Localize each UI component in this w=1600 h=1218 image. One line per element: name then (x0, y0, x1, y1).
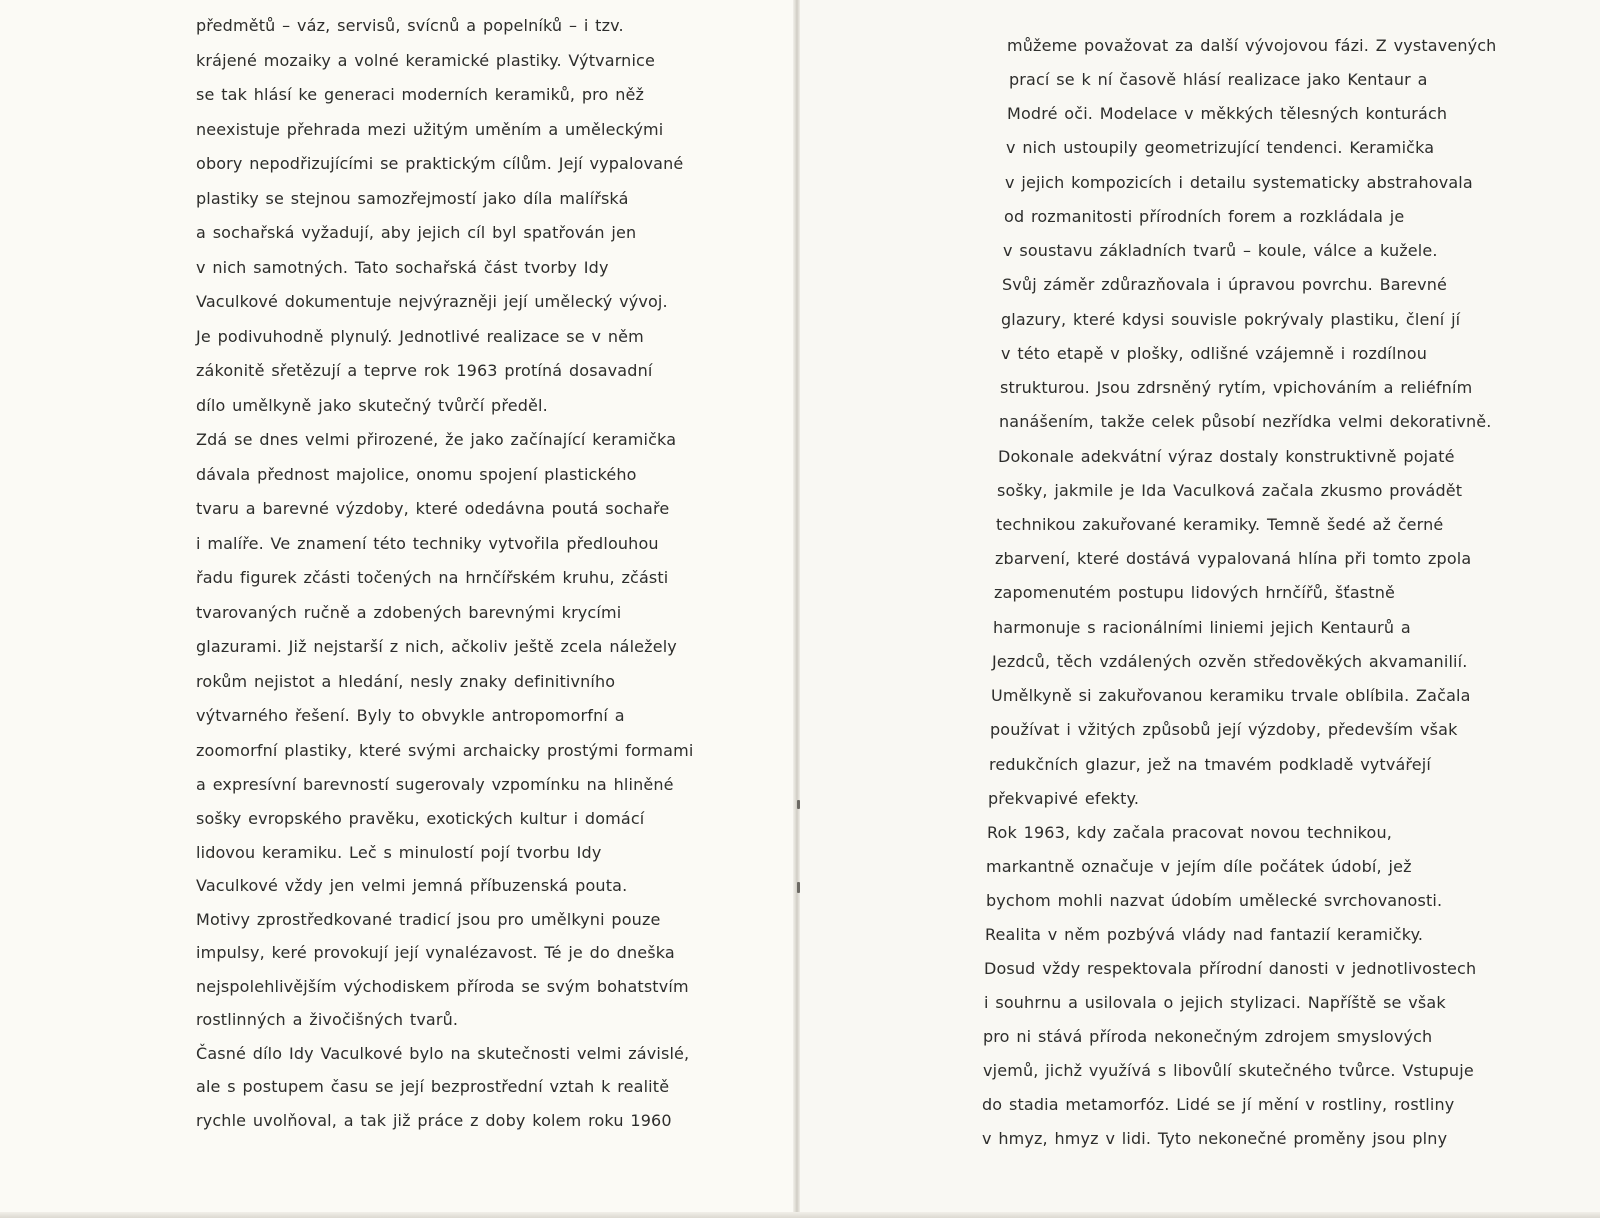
right-text-line: do stadia metamorfóz. Lidé se jí mění v rostliny, rostliny (982, 1095, 1455, 1114)
paper-bottom-edge (0, 1212, 1600, 1218)
right-text-line: od rozmanitosti přírodních forem a rozkládala je (1004, 207, 1405, 226)
left-text-line: Časné dílo Idy Vaculkové bylo na skutečnosti velmi závislé, (196, 1044, 690, 1063)
gutter-mark (797, 800, 800, 809)
right-text-line: v soustavu základních tvarů – koule, válce a kužele. (1003, 241, 1438, 260)
left-text-line: řadu figurek zčásti točených na hrnčířském kruhu, zčásti (196, 568, 669, 587)
right-text-line: sošky, jakmile je Ida Vaculková začala zkusmo provádět (997, 481, 1463, 500)
right-text-line: Modré oči. Modelace v měkkých tělesných konturách (1007, 104, 1448, 123)
right-text-line: v hmyz, hmyz v lidi. Tyto nekonečné proměny jsou plny (982, 1129, 1448, 1148)
right-text-line: Svůj záměr zdůrazňovala i úpravou povrchu. Barevné (1002, 275, 1447, 294)
left-text-line: Je podivuhodně plynulý. Jednotlivé realizace se v něm (196, 327, 644, 346)
left-text-line: Vaculkové vždy jen velmi jemná příbuzenská pouta. (196, 876, 628, 895)
right-text-line: zapomenutém postupu lidových hrnčířů, šťastně (994, 583, 1395, 602)
left-text-line: plastiky se stejnou samozřejmostí jako díla malířská (196, 189, 629, 208)
right-text-line: nanášením, takže celek působí nezřídka velmi dekorativně. (999, 412, 1492, 431)
right-text-line: Rok 1963, kdy začala pracovat novou technikou, (987, 823, 1392, 842)
right-text-line: používat i vžitých způsobů její výzdoby, především však (990, 720, 1458, 739)
right-text-line: prací se k ní časově hlásí realizace jako Kentaur a (1009, 70, 1428, 89)
right-text-line: vjemů, jichž využívá s libovůlí skutečného tvůrce. Vstupuje (983, 1061, 1474, 1080)
right-text-line: Jezdců, těch vzdálených ozvěn středověkých akvamanilií. (992, 652, 1468, 671)
left-text-line: rychle uvolňoval, a tak již práce z doby kolem roku 1960 (196, 1111, 672, 1130)
left-text-line: lidovou keramiku. Leč s minulostí pojí tvorbu Idy (196, 843, 602, 862)
left-text-line: a sochařská vyžadují, aby jejich cíl byl spatřován jen (196, 223, 637, 242)
left-text-line: se tak hlásí ke generaci moderních keramiků, pro něž (196, 85, 645, 104)
right-text-line: Dokonale adekvátní výraz dostaly konstruktivně pojaté (998, 447, 1455, 466)
left-text-line: zákonitě sřetězují a teprve rok 1963 protíná dosavadní (196, 361, 653, 380)
left-text-line: rokům nejistot a hledání, nesly znaky definitivního (196, 672, 616, 691)
left-text-line: dílo umělkyně jako skutečný tvůrčí předěl. (196, 396, 548, 415)
left-text-line: tvaru a barevné výzdoby, které odedávna poutá sochaře (196, 499, 670, 518)
right-page (796, 0, 1600, 1218)
left-text-line: zoomorfní plastiky, které svými archaicky prostými formami (196, 741, 694, 760)
book-gutter (793, 0, 800, 1218)
right-text-line: redukčních glazur, jež na tmavém podkladě vytvářejí (989, 755, 1431, 774)
right-text-line: v této etapě v plošky, odlišné vzájemně i rozdílnou (1001, 344, 1428, 363)
left-text-line: neexistuje přehrada mezi užitým uměním a uměleckými (196, 120, 664, 139)
left-text-line: Zdá se dnes velmi přirozené, že jako začínající keramička (196, 430, 677, 449)
left-page (0, 0, 796, 1218)
right-text-line: můžeme považovat za další vývojovou fázi. Z vystavených (1007, 36, 1497, 55)
right-text-line: Dosud vždy respektovala přírodní danosti v jednotlivostech (984, 959, 1477, 978)
right-text-line: strukturou. Jsou zdrsněný rytím, vpichováním a reliéfním (1000, 378, 1473, 397)
left-text-line: předmětů – váz, servisů, svícnů a popelníků – i tzv. (196, 16, 624, 35)
left-text-line: v nich samotných. Tato sochařská část tvorby Idy (196, 258, 609, 277)
right-text-line: v jejich kompozicích i detailu systematicky abstrahovala (1005, 173, 1473, 192)
right-text-line: pro ni stává příroda nekonečným zdrojem smyslových (983, 1027, 1433, 1046)
left-text-line: Vaculkové dokumentuje nejvýrazněji její umělecký vývoj. (196, 292, 668, 311)
left-text-line: Motivy zprostředkované tradicí jsou pro umělkyni pouze (196, 910, 661, 929)
gutter-mark (797, 882, 800, 893)
left-text-line: sošky evropského pravěku, exotických kultur i domácí (196, 809, 645, 828)
right-text-line: bychom mohli nazvat údobím umělecké svrchovanosti. (986, 891, 1443, 910)
left-text-line: výtvarného řešení. Byly to obvykle antropomorfní a (196, 706, 625, 725)
left-text-line: krájené mozaiky a volné keramické plastiky. Výtvarnice (196, 51, 655, 70)
right-text-line: zbarvení, které dostává vypalovaná hlína při tomto zpola (995, 549, 1472, 568)
left-text-line: impulsy, keré provokují její vynalézavost. Té je do dneška (196, 943, 675, 962)
left-text-line: a expresívní barevností sugerovaly vzpomínku na hliněné (196, 775, 674, 794)
left-text-line: glazurami. Již nejstarší z nich, ačkoliv ještě zcela náležely (196, 637, 677, 656)
left-text-line: i malíře. Ve znamení této techniky vytvořila předlouhou (196, 534, 659, 553)
right-text-line: i souhrnu a usilovala o jejich stylizaci. Napříště se však (984, 993, 1446, 1012)
left-text-line: nejspolehlivějším východiskem příroda se svým bohatstvím (196, 977, 689, 996)
right-text-line: Realita v něm pozbývá vlády nad fantazií keramičky. (985, 925, 1424, 944)
right-text-line: technikou zakuřované keramiky. Temně šedé až černé (996, 515, 1444, 534)
right-text-line: Umělkyně si zakuřovanou keramiku trvale oblíbila. Začala (991, 686, 1471, 705)
left-text-line: tvarovaných ručně a zdobených barevnými krycími (196, 603, 622, 622)
right-text-line: harmonuje s racionálními liniemi jejich Kentaurů a (993, 618, 1411, 637)
right-text-line: glazury, které kdysi souvisle pokrývaly plastiku, člení jí (1001, 310, 1461, 329)
right-text-line: překvapivé efekty. (988, 789, 1140, 808)
right-text-line: v nich ustoupily geometrizující tendenci. Keramička (1006, 138, 1435, 157)
right-text-line: markantně označuje v jejím díle počátek údobí, jež (986, 857, 1412, 876)
left-text-line: dávala přednost majolice, onomu spojení plastického (196, 465, 637, 484)
left-text-line: obory nepodřizujícími se praktickým cílům. Její vypalované (196, 154, 684, 173)
left-text-line: ale s postupem času se její bezprostřední vztah k realitě (196, 1077, 670, 1096)
left-text-line: rostlinných a živočišných tvarů. (196, 1010, 459, 1029)
